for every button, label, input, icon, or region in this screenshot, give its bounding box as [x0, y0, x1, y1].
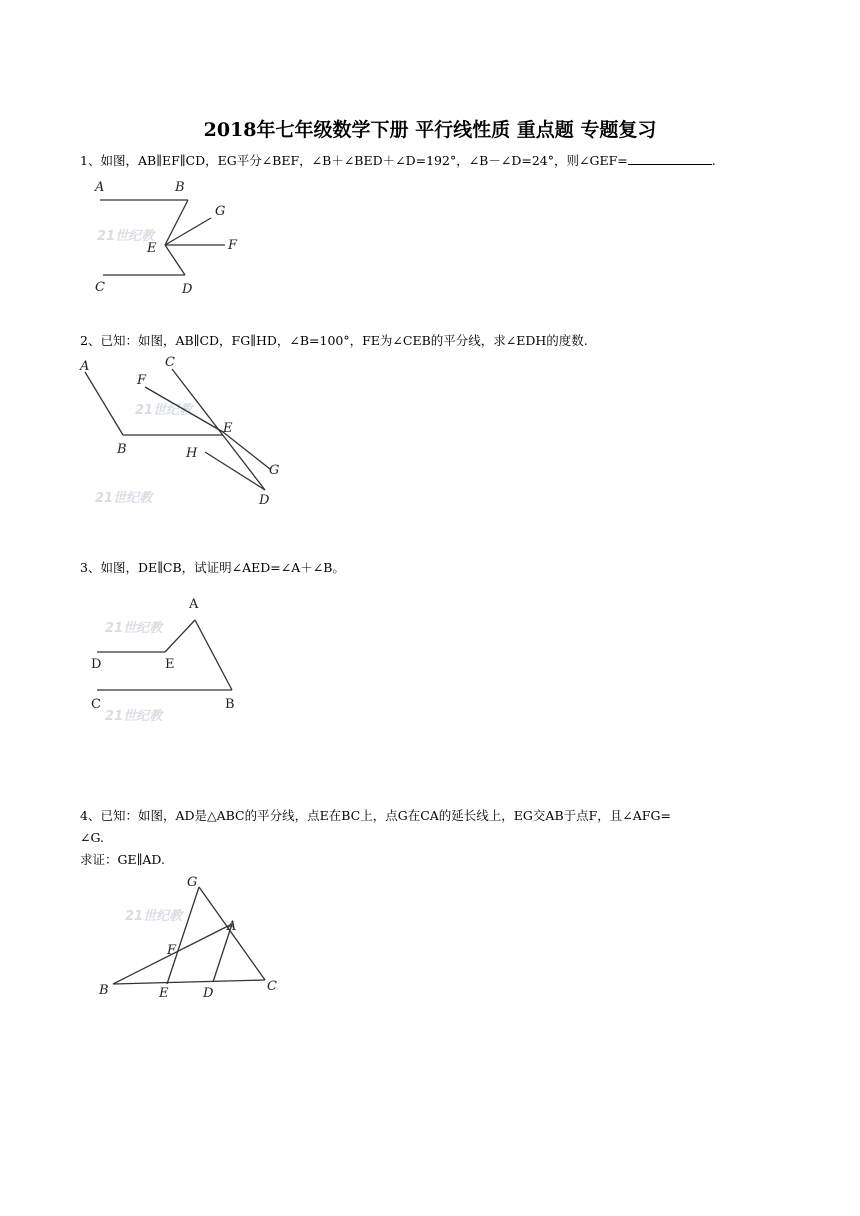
question-4-line-2: ∠G. — [80, 830, 104, 845]
label-g: G — [269, 463, 280, 478]
label-a: A — [80, 359, 90, 374]
answer-blank[interactable] — [628, 151, 712, 165]
label-e: E — [223, 421, 233, 436]
question-1-end: . — [711, 153, 716, 168]
label-a: A — [189, 597, 199, 612]
label-f: F — [228, 238, 238, 253]
label-d: D — [182, 282, 193, 297]
label-e: E — [147, 241, 157, 256]
question-4-line-3: 求证：GE∥AD. — [80, 852, 165, 867]
watermark: 21世纪教 — [105, 709, 163, 724]
question-2: 2、已知：如图，AB∥CD，FG∥HD，∠B=100°，FE为∠CEB的平分线，求∠EDH的度数. — [80, 333, 588, 348]
label-a: A — [227, 919, 237, 934]
figure-1 — [85, 175, 285, 305]
question-1 — [80, 150, 780, 172]
watermark: 21世纪教 — [95, 491, 153, 506]
label-d: D — [259, 493, 270, 508]
label-e: E — [159, 986, 169, 1001]
question-1-text: 1、如图，AB∥EF∥CD，EG平分∠BEF，∠B＋∠BED＋∠D=192°，∠B－∠D=24°，则∠GEF= — [80, 153, 628, 168]
label-h: H — [186, 446, 198, 461]
watermark: 21世纪教 — [135, 403, 193, 418]
label-c: C — [267, 979, 277, 994]
label-e: E — [165, 657, 175, 672]
label-b: B — [175, 180, 185, 195]
label-c: C — [91, 697, 101, 712]
watermark: 21世纪教 — [97, 229, 155, 244]
watermark: 21世纪教 — [105, 621, 163, 636]
label-d: D — [91, 657, 102, 672]
figure-3 — [85, 592, 265, 722]
figure-4 — [95, 872, 305, 1007]
page-title: 2018年七年级数学下册 平行线性质 重点题 专题复习 — [203, 119, 657, 141]
label-c: C — [165, 355, 175, 370]
label-f: F — [167, 943, 177, 958]
question-3: 3、如图，DE∥CB，试证明∠AED=∠A＋∠B。 — [80, 560, 345, 575]
question-4 — [80, 805, 780, 871]
label-c: C — [95, 280, 105, 295]
label-b: B — [225, 697, 235, 712]
label-g: G — [215, 204, 226, 219]
label-g: G — [187, 875, 198, 890]
question-4-line-1: 4、已知：如图，AD是△ABC的平分线，点E在BC上，点G在CA的延长线上，EG交AB于点F，且∠AFG= — [80, 808, 671, 823]
label-f: F — [137, 373, 147, 388]
label-b: B — [117, 442, 127, 457]
watermark: 21世纪教 — [125, 909, 183, 924]
label-d: D — [203, 986, 214, 1001]
figure-2 — [75, 352, 295, 512]
label-a: A — [95, 180, 105, 195]
label-b: B — [99, 983, 109, 998]
